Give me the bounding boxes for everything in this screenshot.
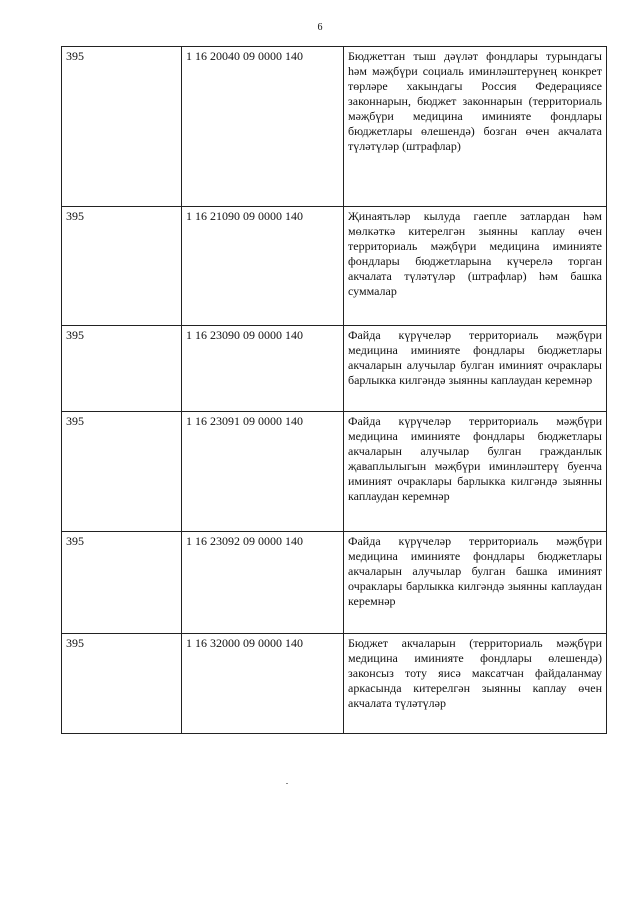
table-row	[62, 207, 607, 326]
admin-code-cell: 395	[62, 47, 182, 207]
budget-code-cell: 1 16 21090 09 0000 140	[182, 207, 344, 326]
budget-code-cell: 1 16 23092 09 0000 140	[182, 532, 344, 634]
admin-code-cell: 395	[62, 412, 182, 532]
budget-code-cell: 1 16 20040 09 0000 140	[182, 47, 344, 207]
revenue-codes-table	[61, 46, 607, 734]
budget-code-cell: 1 16 32000 09 0000 140	[182, 634, 344, 734]
table-row	[62, 326, 607, 412]
page-number: 6	[317, 22, 323, 33]
description-cell	[344, 532, 607, 634]
table-row	[62, 412, 607, 532]
budget-code-cell: 1 16 23091 09 0000 140	[182, 412, 344, 532]
description-cell	[344, 47, 607, 207]
admin-code-cell: 395	[62, 207, 182, 326]
scan-speck	[286, 783, 288, 784]
description-text: Файда күрүчеләр территориаль мәҗбүри медицина иминияте фондлары бюджетлары акчаларын алучылар булган гражданлык җаваплылыгын мәҗбүри иминләштерү буенча иминият очраклары барлыкка килгәндә зыянны каплаудан керемнәр	[348, 414, 602, 503]
admin-code-cell: 395	[62, 634, 182, 734]
description-cell	[344, 326, 607, 412]
admin-code-cell: 395	[62, 532, 182, 634]
description-text: Бюджет акчаларын (территориаль мәҗбүри медицина иминияте фондлары өлешендә) законсыз тоту яисә максатчан файдаланмау аркасында китерелгән зыянны каплау өчен акчалата түләтүләр	[348, 636, 602, 710]
description-cell	[344, 634, 607, 734]
description-text: Файда күрүчеләр территориаль мәҗбүри медицина иминияте фондлары бюджетлары акчаларын алучылар булган иминият очраклары барлыкка килгәндә зыянны каплаудан керемнәр	[348, 328, 602, 387]
budget-code-cell: 1 16 23090 09 0000 140	[182, 326, 344, 412]
description-text: Бюджеттан тыш дәүләт фондлары турындагы һәм мәҗбүри социаль иминләштерүнең конкрет төрләре хакындагы Россия Федерациясе законнарын, бюджет законнарын (территориаль мәҗбүри медицина иминияте фондлары бюджетлары өлешендә) бозган өчен акчалата түләтүләр (штрафлар)	[348, 49, 602, 153]
description-text: Файда күрүчеләр территориаль мәҗбүри медицина иминияте фондлары бюджетлары акчаларын алучылар булган башка иминият очраклары барлыкка килгәндә зыянны каплаудан керемнәр	[348, 534, 602, 608]
admin-code-cell: 395	[62, 326, 182, 412]
table-row	[62, 532, 607, 634]
description-cell	[344, 207, 607, 326]
description-text: Җинаятьләр кылуда гаепле затлардан һәм мөлкәткә китерелгән зыянны каплау өчен территориаль мәҗбүри медицина иминияте фондлары бюджетларына күчерелә торган акчалата түләтүләр (штрафлар) һәм башка суммалар	[348, 209, 602, 298]
table-row	[62, 47, 607, 207]
description-cell	[344, 412, 607, 532]
table-row	[62, 634, 607, 734]
